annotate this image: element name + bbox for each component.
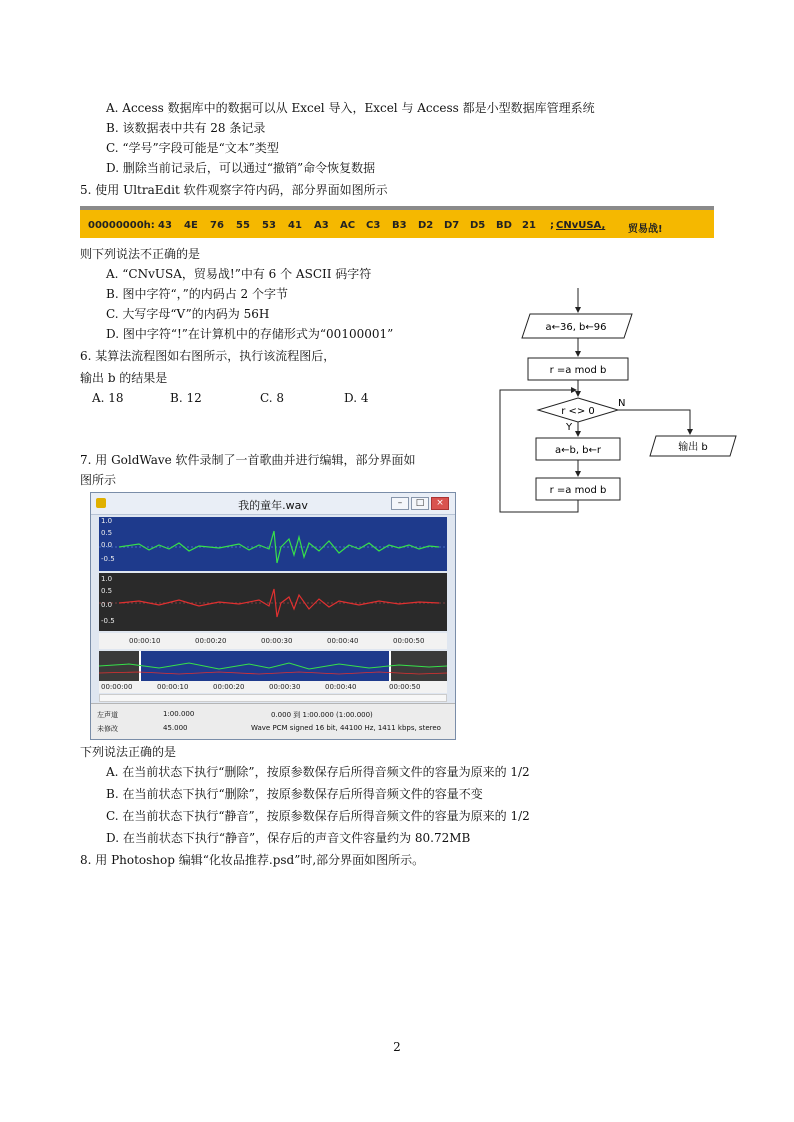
hex-byte: 21 bbox=[522, 220, 536, 231]
status-selection: 0.000 到 1:00.000 (1:00.000) bbox=[271, 711, 373, 719]
q4-option-a: A. Access 数据库中的数据可以从 Excel 导入，Excel 与 Access 都是小型数据库管理系统 bbox=[106, 101, 595, 115]
q5-stem: 5. 使用 UltraEdit 软件观察字符内码，部分界面如图所示 bbox=[80, 183, 388, 197]
scale-label: 0.5 bbox=[101, 529, 113, 537]
hex-byte: C3 bbox=[366, 220, 381, 231]
q5-question: 则下列说法不正确的是 bbox=[80, 247, 201, 261]
hex-byte: D2 bbox=[418, 220, 434, 231]
overview-tick: 00:00:20 bbox=[213, 683, 245, 691]
scale-label: -0.5 bbox=[101, 617, 115, 625]
timeline-tick: 00:00:40 bbox=[327, 637, 359, 645]
flowchart-svg bbox=[496, 288, 746, 518]
close-button[interactable]: × bbox=[431, 497, 449, 510]
goldwave-window bbox=[90, 492, 456, 740]
page-number: 2 bbox=[393, 1040, 401, 1054]
overview-tick: 00:00:40 bbox=[325, 683, 357, 691]
q6-option-d: D. 4 bbox=[344, 391, 369, 405]
scale-label: 0.0 bbox=[101, 601, 113, 609]
hex-byte: 55 bbox=[236, 220, 250, 231]
q5-option-c: C. 大写字母“V”的内码为 56H bbox=[106, 307, 270, 321]
q7-option-a: A. 在当前状态下执行“删除”，按原参数保存后所得音频文件的容量为原来的 1/2 bbox=[106, 765, 530, 779]
algorithm-flowchart bbox=[496, 288, 746, 518]
scale-label: 1.0 bbox=[101, 517, 113, 525]
q4-option-c: C. “学号”字段可能是“文本”类型 bbox=[106, 141, 279, 155]
ultraedit-hex-strip bbox=[80, 206, 714, 238]
q5-option-b: B. 图中字符“，”的内码占 2 个字节 bbox=[106, 287, 288, 301]
q5-option-d: D. 图中字符“!”在计算机中的存储形式为“00100001” bbox=[106, 327, 394, 341]
scale-label: 1.0 bbox=[101, 575, 113, 583]
timeline-tick: 00:00:50 bbox=[393, 637, 425, 645]
maximize-button[interactable]: □ bbox=[411, 497, 429, 510]
hex-byte: B3 bbox=[392, 220, 407, 231]
flow-output-text: 输出 b bbox=[678, 442, 708, 453]
timeline-ruler bbox=[99, 633, 447, 649]
hex-byte: D7 bbox=[444, 220, 460, 231]
hex-byte: A3 bbox=[314, 220, 329, 231]
flow-init-text: a←36, b←96 bbox=[545, 322, 607, 333]
hex-byte: 76 bbox=[210, 220, 224, 231]
timeline-tick: 00:00:10 bbox=[129, 637, 161, 645]
status-channel: 左声道 bbox=[97, 711, 118, 719]
q7-stem-line2: 图所示 bbox=[80, 473, 117, 487]
scale-label: 0.5 bbox=[101, 587, 113, 595]
left-channel-waveform[interactable] bbox=[99, 517, 447, 571]
status-total: 1:00.000 bbox=[163, 710, 195, 718]
flow-step2-text: r =a mod b bbox=[549, 485, 607, 496]
q6-option-c: C. 8 bbox=[260, 391, 285, 405]
q6-option-b: B. 12 bbox=[170, 391, 202, 405]
q6-option-a: A. 18 bbox=[92, 391, 124, 405]
window-title: 我的童年.wav bbox=[238, 499, 308, 512]
q7-option-d: D. 在当前状态下执行“静音”，保存后的声音文件容量约为 80.72MB bbox=[106, 831, 471, 845]
scale-label: -0.5 bbox=[101, 555, 115, 563]
hex-byte: 4E bbox=[184, 220, 198, 231]
hex-byte: 53 bbox=[262, 220, 276, 231]
hex-text-prefix: ; bbox=[550, 220, 554, 231]
q7-option-b: B. 在当前状态下执行“删除”，按原参数保存后所得音频文件的容量不变 bbox=[106, 787, 483, 801]
timeline-tick: 00:00:20 bbox=[195, 637, 227, 645]
overview-track[interactable] bbox=[99, 651, 447, 681]
overview-svg bbox=[99, 651, 447, 681]
timeline-tick: 00:00:30 bbox=[261, 637, 293, 645]
hex-text-ascii: CNvUSA, bbox=[556, 220, 606, 231]
q7-question: 下列说法正确的是 bbox=[80, 745, 177, 759]
flow-assign-text: a←b, b←r bbox=[554, 445, 602, 456]
flow-step1-text: r =a mod b bbox=[549, 365, 607, 376]
q4-option-b: B. 该数据表中共有 28 条记录 bbox=[106, 121, 266, 135]
goldwave-titlebar bbox=[91, 493, 455, 515]
q7-stem-line1: 7. 用 GoldWave 软件录制了一首歌曲并进行编辑，部分界面如 bbox=[80, 453, 416, 467]
flow-no-label: N bbox=[618, 398, 626, 409]
status-position: 45.000 bbox=[163, 724, 188, 732]
hex-byte: BD bbox=[496, 220, 512, 231]
status-modified: 未修改 bbox=[97, 725, 118, 733]
hex-byte: 43 bbox=[158, 220, 172, 231]
scale-label: 0.0 bbox=[101, 541, 113, 549]
minimize-button[interactable]: – bbox=[391, 497, 409, 510]
overview-tick: 00:00:50 bbox=[389, 683, 421, 691]
overview-tick: 00:00:10 bbox=[157, 683, 189, 691]
hex-address: 00000000h: bbox=[88, 220, 155, 231]
status-bar bbox=[91, 703, 455, 739]
q6-stem-line1: 6. 某算法流程图如右图所示，执行该流程图后， bbox=[80, 349, 336, 363]
q4-option-d: D. 删除当前记录后，可以通过“撤销”命令恢复数据 bbox=[106, 161, 376, 175]
left-waveform-svg bbox=[99, 517, 447, 571]
overview-ruler bbox=[99, 681, 447, 693]
overview-tick: 00:00:00 bbox=[101, 683, 133, 691]
overview-tick: 00:00:30 bbox=[269, 683, 301, 691]
flow-yes-label: Y bbox=[566, 422, 573, 433]
right-channel-waveform[interactable] bbox=[99, 573, 447, 631]
hex-byte: 41 bbox=[288, 220, 302, 231]
hex-text-chinese: 贸易战! bbox=[628, 224, 663, 235]
q7-option-c: C. 在当前状态下执行“静音”，按原参数保存后所得音频文件的容量为原来的 1/2 bbox=[106, 809, 530, 823]
q6-stem-line2: 输出 b 的结果是 bbox=[80, 371, 168, 385]
hex-byte: AC bbox=[340, 220, 356, 231]
horizontal-scrollbar[interactable] bbox=[99, 694, 447, 702]
q5-option-a: A. “CNvUSA，贸易战!”中有 6 个 ASCII 码字符 bbox=[106, 267, 372, 281]
flow-condition-text: r <> 0 bbox=[561, 406, 595, 417]
q8-stem: 8. 用 Photoshop 编辑“化妆品推荐.psd”时,部分界面如图所示。 bbox=[80, 853, 425, 867]
right-waveform-svg bbox=[99, 573, 447, 631]
status-format: Wave PCM signed 16 bit, 44100 Hz, 1411 kbps, stereo bbox=[251, 724, 441, 732]
hex-byte: D5 bbox=[470, 220, 486, 231]
